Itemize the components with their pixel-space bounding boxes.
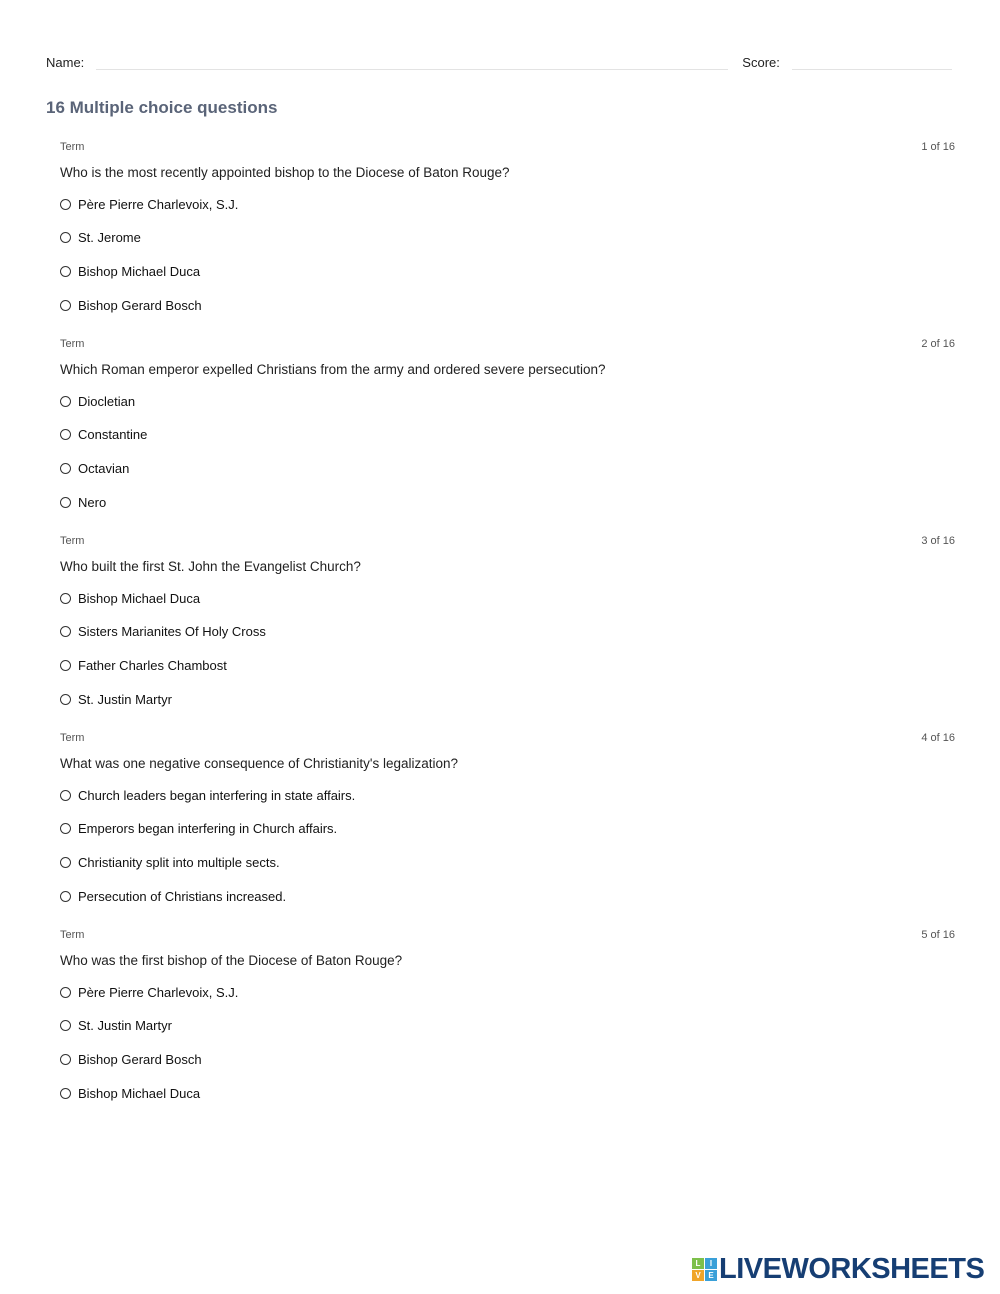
option-label: Bishop Gerard Bosch	[78, 1051, 202, 1067]
answer-option[interactable]	[60, 294, 955, 316]
question-counter: 5 of 16	[921, 929, 955, 941]
options-list	[60, 981, 955, 1104]
option-label: Church leaders began interfering in state affairs.	[78, 787, 356, 803]
radio-button[interactable]	[60, 987, 71, 998]
header-row	[46, 50, 954, 70]
radio-button[interactable]	[60, 396, 71, 407]
radio-button[interactable]	[60, 1020, 71, 1031]
question-text: What was one negative consequence of Christianity's legalization?	[60, 756, 459, 771]
answer-option[interactable]	[60, 390, 955, 412]
option-label: Bishop Gerard Bosch	[78, 297, 202, 313]
options-list	[60, 390, 955, 513]
question-counter: 2 of 16	[921, 338, 955, 350]
radio-button[interactable]	[60, 266, 71, 277]
term-label: Term	[60, 929, 85, 941]
options-list	[60, 193, 955, 316]
radio-button[interactable]	[60, 823, 71, 834]
answer-option[interactable]	[60, 457, 955, 479]
radio-button[interactable]	[60, 660, 71, 671]
answer-option[interactable]	[60, 193, 955, 215]
radio-button[interactable]	[60, 497, 71, 508]
option-label: Bishop Michael Duca	[78, 1085, 201, 1101]
question-text: Who is the most recently appointed bishop to the Diocese of Baton Rouge?	[60, 165, 510, 180]
answer-option[interactable]	[60, 424, 955, 446]
question-1	[60, 141, 955, 328]
option-label: St. Jerome	[78, 230, 141, 246]
answer-option[interactable]	[60, 260, 955, 282]
score-label: Score:	[742, 55, 780, 70]
option-label: Père Pierre Charlevoix, S.J.	[78, 984, 239, 1000]
question-text: Who was the first bishop of the Diocese of Baton Rouge?	[60, 953, 403, 968]
answer-option[interactable]	[60, 491, 955, 513]
question-5	[60, 929, 955, 1116]
option-label: Persecution of Christians increased.	[78, 888, 287, 904]
answer-option[interactable]	[60, 981, 955, 1003]
answer-option[interactable]	[60, 587, 955, 609]
option-label: Bishop Michael Duca	[78, 590, 201, 606]
answer-option[interactable]	[60, 851, 955, 873]
option-label: Père Pierre Charlevoix, S.J.	[78, 196, 239, 212]
radio-button[interactable]	[60, 429, 71, 440]
question-2	[60, 338, 955, 525]
question-counter: 4 of 16	[921, 732, 955, 744]
radio-button[interactable]	[60, 694, 71, 705]
question-counter: 1 of 16	[921, 141, 955, 153]
answer-option[interactable]	[60, 621, 955, 643]
radio-button[interactable]	[60, 1054, 71, 1065]
name-field[interactable]	[96, 55, 728, 70]
liveworksheets-logo	[692, 1253, 984, 1285]
answer-option[interactable]	[60, 784, 955, 806]
option-label: Bishop Michael Duca	[78, 263, 201, 279]
radio-button[interactable]	[60, 300, 71, 311]
answer-option[interactable]	[60, 1015, 955, 1037]
radio-button[interactable]	[60, 626, 71, 637]
option-label: Father Charles Chambost	[78, 657, 227, 673]
option-label: Nero	[78, 494, 107, 510]
question-4	[60, 732, 955, 919]
option-label: Christianity split into multiple sects.	[78, 854, 280, 870]
radio-button[interactable]	[60, 593, 71, 604]
term-label: Term	[60, 732, 85, 744]
radio-button[interactable]	[60, 1088, 71, 1099]
term-label: Term	[60, 141, 85, 153]
radio-button[interactable]	[60, 232, 71, 243]
radio-button[interactable]	[60, 891, 71, 902]
section-title: 16 Multiple choice questions	[46, 98, 278, 117]
radio-button[interactable]	[60, 199, 71, 210]
answer-option[interactable]	[60, 1082, 955, 1104]
option-label: Diocletian	[78, 393, 136, 409]
option-label: St. Justin Martyr	[78, 1018, 172, 1034]
term-label: Term	[60, 338, 85, 350]
logo-text: LIVEWORKSHEETS	[719, 1252, 985, 1285]
options-list	[60, 784, 955, 907]
options-list	[60, 587, 955, 710]
answer-option[interactable]	[60, 885, 955, 907]
question-text: Who built the first St. John the Evangelist Church?	[60, 559, 361, 574]
radio-button[interactable]	[60, 790, 71, 801]
question-text: Which Roman emperor expelled Christians from the army and ordered severe persecution?	[60, 362, 606, 377]
answer-option[interactable]	[60, 654, 955, 676]
option-label: Sisters Marianites Of Holy Cross	[78, 624, 266, 640]
option-label: Octavian	[78, 460, 130, 476]
answer-option[interactable]	[60, 227, 955, 249]
answer-option[interactable]	[60, 818, 955, 840]
logo-mark-icon: L I V E	[692, 1258, 717, 1281]
term-label: Term	[60, 535, 85, 547]
answer-option[interactable]	[60, 1048, 955, 1070]
option-label: Constantine	[78, 427, 148, 443]
option-label: Emperors began interfering in Church affairs.	[78, 821, 338, 837]
name-label: Name:	[46, 55, 85, 70]
answer-option[interactable]	[60, 688, 955, 710]
question-counter: 3 of 16	[921, 535, 955, 547]
option-label: St. Justin Martyr	[78, 691, 172, 707]
radio-button[interactable]	[60, 857, 71, 868]
score-field[interactable]	[792, 55, 952, 70]
radio-button[interactable]	[60, 463, 71, 474]
question-3	[60, 535, 955, 722]
